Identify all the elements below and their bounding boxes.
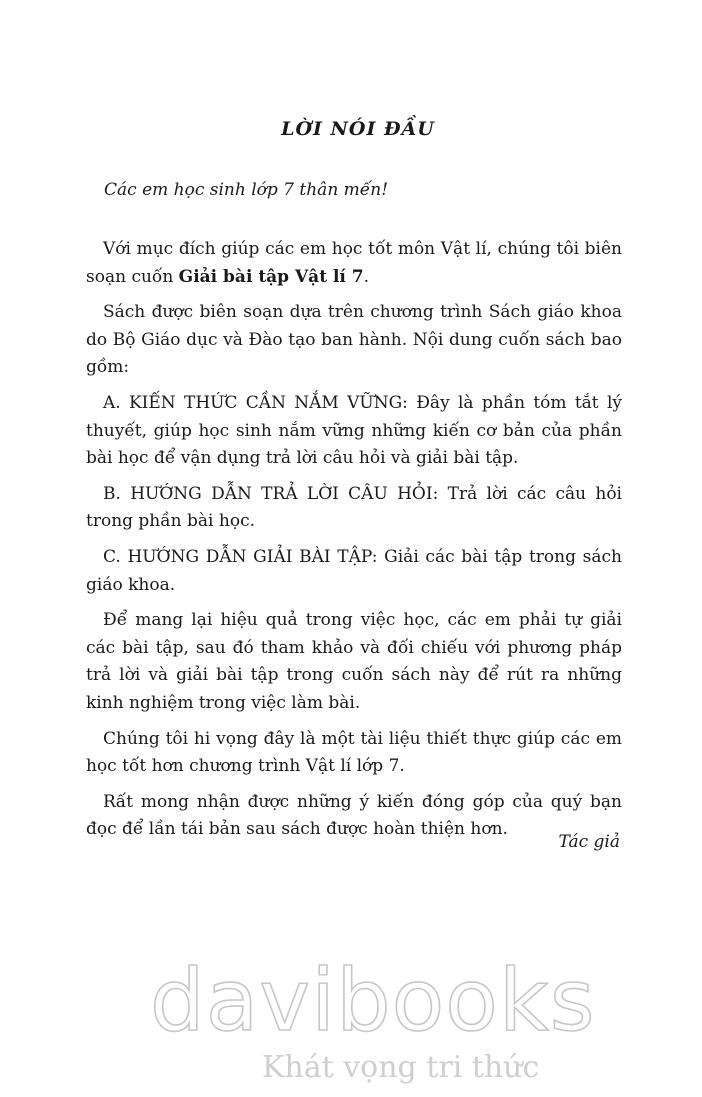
paragraph-1: Với mục đích giúp các em học tốt môn Vật lí, chúng tôi biên soạn cuốn Giải bài tập Vật lí 7. — [86, 239, 622, 287]
preface-body — [86, 236, 622, 852]
paragraph-7: Chúng tôi hi vọng đây là một tài liệu thiết thực giúp các em học tốt hơn chương trình Vật lí lớp 7. — [86, 728, 622, 777]
watermark-brand: davibooks — [150, 951, 596, 1051]
paragraph-2: Sách được biên soạn dựa trên chương trình Sách giáo khoa do Bộ Giáo dục và Đào tạo ban hành. Nội dung cuốn sách bao gồm: — [86, 302, 622, 378]
greeting: Các em học sinh lớp 7 thân mến! — [104, 180, 389, 200]
page-title: LỜI NÓI ĐẦU — [281, 118, 435, 140]
watermark-slogan: Khát vọng tri thức — [262, 1050, 540, 1085]
book-title: Giải bài tập Vật lí 7 — [178, 266, 364, 287]
paragraph-3: A. KIẾN THỨC CẦN NẮM VỮNG: Đây là phần tóm tắt lý thuyết, giúp học sinh nắm vững những kiến cơ bản của phần bài học để vận dụng trả lời câu hỏi và giải bài tập. — [86, 392, 622, 469]
signature: Tác giả — [558, 832, 620, 852]
paragraph-4: B. HƯỚNG DẪN TRẢ LỜI CÂU HỎI: Trả lời các câu hỏi trong phần bài học. — [86, 483, 622, 532]
paragraph-6: Để mang lại hiệu quả trong việc học, các em phải tự giải các bài tập, sau đó tham khảo và đối chiếu với phương pháp trả lời và giải bài tập trong cuốn sách này để rút ra những kinh nghiệm trong việc làm bài. — [86, 610, 622, 713]
paragraph-5: C. HƯỚNG DẪN GIẢI BÀI TẬP: Giải các bài tập trong sách giáo khoa. — [86, 546, 622, 595]
paragraph-8: Rất mong nhận được những ý kiến đóng góp của quý bạn đọc để lần tái bản sau sách được hoàn thiện hơn. — [86, 791, 622, 840]
